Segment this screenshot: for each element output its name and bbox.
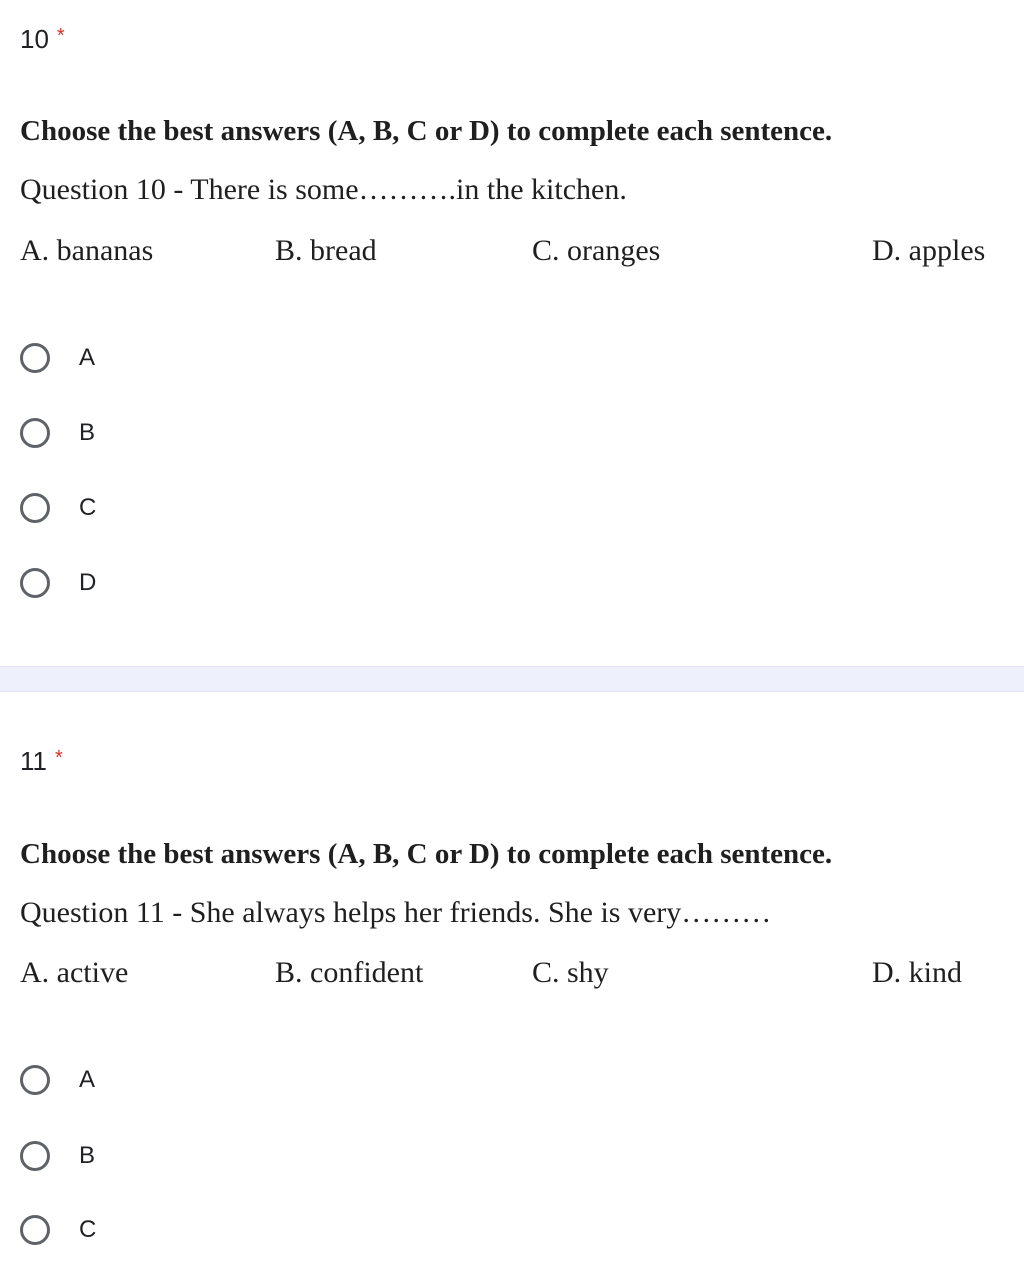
- radio-option-a[interactable]: [20, 1060, 95, 1100]
- radio-option-label: B: [79, 419, 96, 446]
- question-number: [20, 26, 65, 52]
- question-number-text: 10: [20, 24, 49, 54]
- radio-button-icon[interactable]: [20, 1215, 50, 1245]
- radio-option-label: B: [79, 1142, 96, 1169]
- choice-a-text: A. active: [20, 956, 129, 989]
- radio-option-label: C: [79, 494, 97, 521]
- radio-option-c[interactable]: [20, 1210, 96, 1250]
- radio-button-icon[interactable]: [20, 493, 50, 523]
- question-card-11: [0, 692, 1024, 1274]
- choice-b-text: B. bread: [275, 234, 377, 267]
- question-instruction: Choose the best answers (A, B, C or D) to complete each sentence.: [20, 838, 833, 870]
- radio-option-label: D: [79, 569, 97, 596]
- choice-a-text: A. bananas: [20, 234, 154, 267]
- radio-option-label: C: [79, 1216, 97, 1243]
- radio-option-label: A: [79, 344, 96, 371]
- question-text: Question 10 - There is some……….in the kitchen.: [20, 173, 627, 206]
- radio-option-a[interactable]: [20, 338, 95, 378]
- radio-option-c[interactable]: [20, 488, 96, 528]
- section-divider: [0, 666, 1024, 692]
- question-instruction: Choose the best answers (A, B, C or D) to complete each sentence.: [20, 115, 833, 147]
- radio-option-b[interactable]: [20, 1136, 95, 1176]
- choice-d-text: D. kind: [872, 956, 962, 989]
- choice-c-text: C. shy: [532, 956, 609, 989]
- radio-option-label: A: [79, 1066, 96, 1093]
- question-number-text: 11: [20, 746, 47, 776]
- radio-button-icon[interactable]: [20, 1065, 50, 1095]
- question-text: Question 11 - She always helps her friends. She is very………: [20, 896, 772, 929]
- choice-d-text: D. apples: [872, 234, 986, 267]
- required-asterisk: *: [56, 25, 65, 47]
- radio-option-d[interactable]: [20, 563, 96, 603]
- choice-b-text: B. confident: [275, 956, 424, 989]
- radio-button-icon[interactable]: [20, 1141, 50, 1171]
- choice-c-text: C. oranges: [532, 234, 661, 267]
- required-asterisk: *: [55, 747, 63, 769]
- radio-button-icon[interactable]: [20, 343, 50, 373]
- radio-button-icon[interactable]: [20, 418, 50, 448]
- radio-option-b[interactable]: [20, 413, 95, 453]
- radio-button-icon[interactable]: [20, 568, 50, 598]
- question-number: [20, 748, 63, 774]
